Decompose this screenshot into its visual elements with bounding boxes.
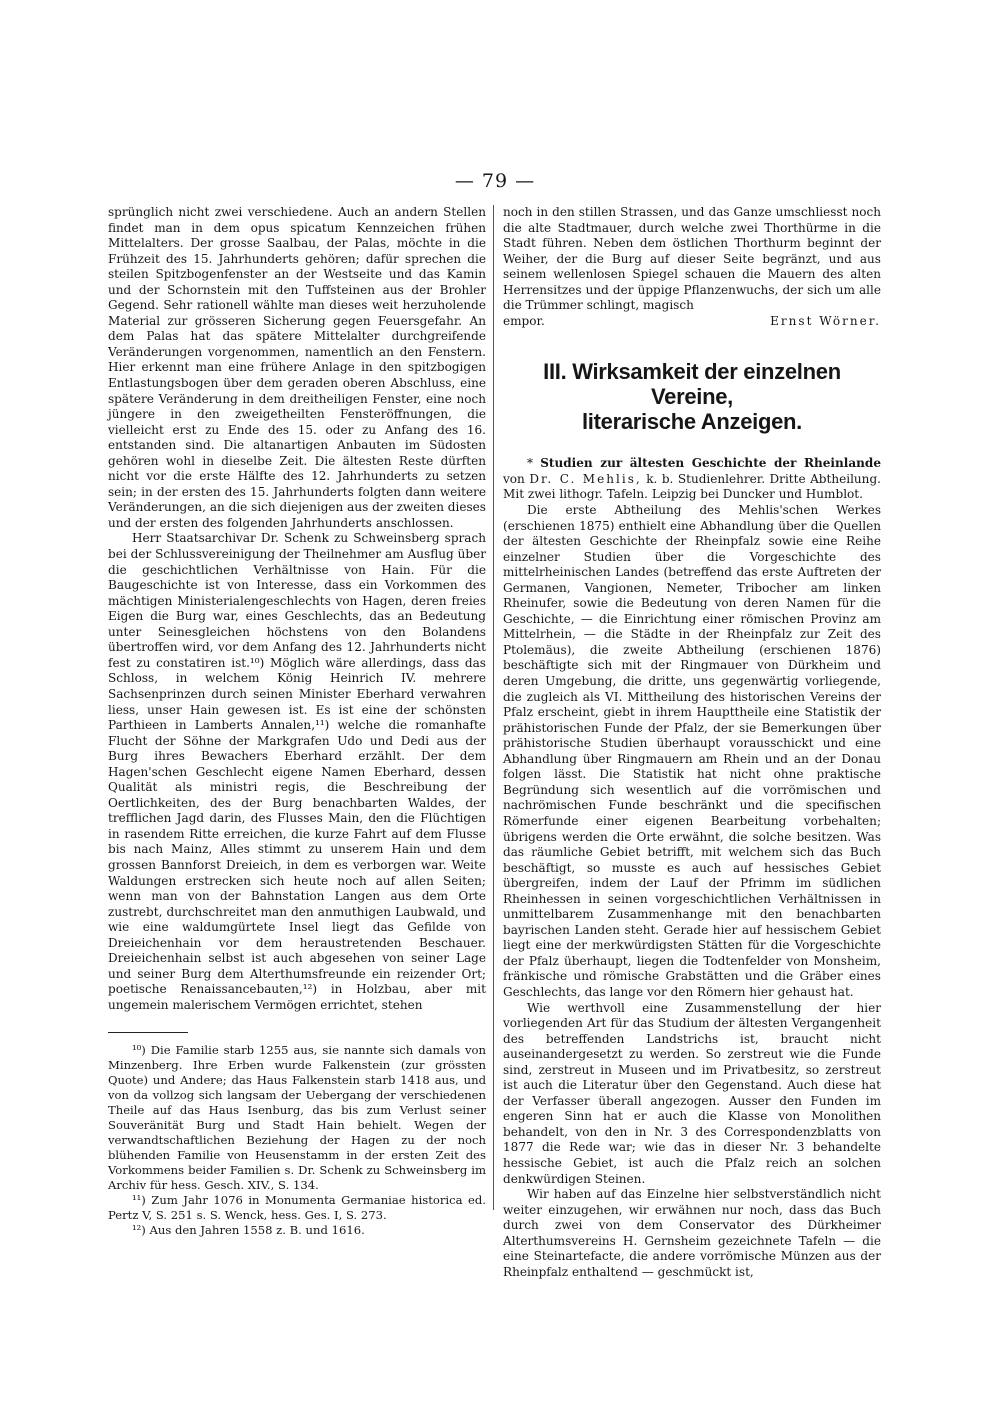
page-number: — 79 — xyxy=(454,170,536,192)
body-paragraph-hain-conclusion: noch in den stillen Strassen, und das Ganze umschliesst noch die alte Stadtmauer, durch welche zwei Thorthürme in die Stadt führen. Neben dem östlichen Thorthurm beginnt der Weiher, der die Burg auf dieser Seite begränzt, und aus seinem wellenlosen Spiegel schauen die Mauern des alten Herrensitzes und der üppige Pflanzenwuchs, der sich um alle die Trümmer schlingt, magisch xyxy=(503,205,881,313)
left-column xyxy=(108,205,486,1238)
body-paragraph-continued: sprünglich nicht zwei verschiedene. Auch an andern Stellen findet man in dem opus spicatum Kennzeichen frühen Mittelalters. Der grosse Saalbau, der Palas, möchte in die Frühzeit des 15. Jahrhunderts gehören; dafür sprechen die steilen Spitzbogenfenster an der Westseite und das Kamin und der Schornstein mit den Tuffsteinen aus der Brohler Gegend. Sehr rationell wählte man dieses weit herzuholende Material zur grösseren Sicherung gegen Feuersgefahr. An dem Palas hat das spätere Mittelalter durchgreifende Veränderungen vorgenommen, namentlich an den Fenstern. Hier erkennt man eine frühere Anlage in den spitzbogigen Entlastungsbogen über dem geraden oberen Abschluss, eine spätere Veränderung in dem dreitheiligen Fenster, eine noch jüngere in den zweigetheilten Fensteröffnungen, die vielleicht erst zu Ende des 15. oder zu Anfang des 16. entstanden sind. Die altanartigen Anbauten im Südosten gehören wohl in dieselbe Zeit. Die ältesten Reste dürften nicht vor die erste Hälfte des 12. Jahrhunderts zu setzen sein; in der ersten des 15. Jahrhunderts folgten dann weitere Veränderungen, an die sich diejenigen aus der zweiten dieses und der ersten des folgenden Jahrhunderts anschlossen. xyxy=(108,205,486,530)
review-header xyxy=(503,456,881,503)
section-heading-line-1: III. Wirksamkeit der einzelnen Vereine, xyxy=(543,359,841,410)
review-paragraph-1: Die erste Abtheilung des Mehlis'schen Werkes (erschienen 1875) enthielt eine Abhandlung über die Quellen der ältesten Geschichte der Rheinpfalz sowie eine Reihe einzelner Studien über die Vorgeschichte des mittelrheinischen Landes (betreffend das erste Auftreten der Germanen, Vangionen, Nemeter, Tribocher am linken Rheinufer, sowie die Bedeutung von deren Namen für die Geschichte, — die Einrichtung einer römischen Provinz am Mittelrhein, — die Städte in der Rheinpfalz zur Zeit des Ptolemäus), die zweite Abtheilung (erschienen 1876) beschäftigte sich mit der Ringmauer von Dürkheim und deren Umgebung, die dritte, uns gegenwärtig vorliegende, die zugleich als VI. Mittheilung des historischen Vereins der Pfalz erscheint, giebt in ihrem Haupttheile eine Statistik der prähistorischen Funde der Pfalz, der sie Bemerkungen über prähistorische Studien überhaupt vorausschickt und eine Abhandlung über Ringmauern am Rhein und an der Donau folgen lässt. Die Statistik hat nicht ohne praktische Begründung sich wesentlich auf die vorrömischen und nachrömischen Funde beschränkt und die specifischen Römerfunde einer eigenen Bearbeitung vorbehalten; übrigens werden die Orte erwähnt, die solche besitzen. Was das räumliche Gebiet betrifft, mit welchem sich das Buch beschäftigt, so musste es auch auf hessisches Gebiet übergreifen, indem der Lauf der Pfrimm im südlichen Rheinhessen in seinen vorgeschichtlichen Verhältnissen in unmittelbarem Zusammenhange mit den benachbarten bayrischen Landen steht. Gerade hier auf hessischem Gebiet liegt eine der merkwürdigsten Stätten für die Vorgeschichte der Pfalz überhaupt, liegen die Todtenfelder von Monsheim, fränkische und römische Grabstätten und die Gräber eines Geschlechts, das lange vor den Römern hier gehaust hat. xyxy=(503,503,881,999)
review-paragraph-2: Wie werthvoll eine Zusammenstellung der hier vorliegenden Art für das Studium der ältesten Vergangenheit des betreffenden Landstrichs ist, braucht nicht auseinandergesetzt zu werden. So zerstreut wie die Funde sind, zerstreut in Museen und im Privatbesitz, so zerstreut ist auch die Literatur über den Gegenstand. Auch diese hat der Verfasser überall angezogen. Ausser den Funden im engeren Sinn hat er auch die Klasse von Monolithen behandelt, von den in Nr. 3 des Correspondenzblatts von 1877 die Rede war; wie das in dieser Nr. 3 behandelte hessische Gebiet, ist auch die Pfalz reich an solchen denkwürdigen Steinen. xyxy=(503,1000,881,1186)
closing-word: empor. xyxy=(503,313,545,328)
footnote-10: ¹⁰) Die Familie starb 1255 aus, sie nannte sich damals von Minzenberg. Ihre Erben wurde Falkenstein (zur grössten Quote) und Andere; das Haus Falkenstein starb 1418 aus, und von da vollzog sich langsam der Uebergang der verschiedenen Theile auf das Haus Isenburg, das bis zum Verlust seiner Souveränität Burg und Stadt Hain behielt. Wegen der verwandtschaftlichen Beziehung der Hagen zu der noch blühenden Familie von Heusenstamm in der ersten Zeit des Vorkommens beider Familien s. Dr. Schenk zu Schweinsberg im Archiv für hess. Gesch. XIV., S. 134. xyxy=(108,1043,486,1193)
footnote-11: ¹¹) Zum Jahr 1076 in Monumenta Germaniae historica ed. Pertz V, S. 251 s. S. Wenck, hess. Ges. I, S. 273. xyxy=(108,1193,486,1223)
column-divider xyxy=(493,205,494,1210)
author-signature: Ernst Wörner. xyxy=(770,313,881,328)
section-heading-line-2: literarische Anzeigen. xyxy=(582,409,802,435)
right-column xyxy=(503,205,881,1280)
section-heading xyxy=(503,359,881,434)
review-bibliography: k. b. Studienlehrer. Dritte Abtheilung. Mit zwei lithogr. Tafeln. Leipzig bei Duncker und Humblot. xyxy=(503,471,881,502)
review-author: Dr. C. Mehlis, xyxy=(529,471,642,486)
review-book-title: Studien zur ältesten Geschichte der Rheinlande xyxy=(540,456,881,471)
footnote-12: ¹²) Aus den Jahren 1558 z. B. und 1616. xyxy=(132,1223,365,1238)
signature-line xyxy=(503,314,881,330)
review-paragraph-3: Wir haben auf das Einzelne hier selbstverständlich nicht weiter einzugehen, wir erwähnen nur noch, dass das Buch durch zwei von dem Conservator des Dürkheimer Alterthumsvereins H. Gernsheim gezeichnete Tafeln — die eine Steinartefacte, die andere vorrömische Münzen aus der Rheinpfalz enthaltend — geschmückt ist, xyxy=(503,1187,881,1279)
review-author-prefix: von xyxy=(503,471,525,486)
review-marker: * xyxy=(527,456,534,471)
footnote-separator xyxy=(108,1032,188,1033)
body-paragraph-schenk-report: Herr Staatsarchivar Dr. Schenk zu Schweinsberg sprach bei der Schlussvereinigung der Theilnehmer am Ausflug über die geschichtlichen Verhältnisse von Hain. Für die Baugeschichte ist von Interesse, dass ein Vorkommen des mächtigen Ministerialengeschlechts von Hagen, deren freies Eigen die Burg war, eines Geschlechts, das an Bedeutung unter Seinesgleichen höchstens von den Bolandens übertroffen wird, vor dem Anfang des 12. Jahrhunderts nicht fest zu constatiren ist.¹⁰) Möglich wäre allerdings, dass das Schloss, in welchem König Heinrich IV. mehrere Sachsenprinzen durch seinen Minister Eberhard verwahren liess, unser Hain gewesen ist. Es ist eine der schönsten Parthieen in Lamberts Annalen,¹¹) welche die romanhafte Flucht der Söhne der Markgrafen Udo und Dedi aus der Burg ihres Bewachers Eberhard erzählt. Der dem Hagen'schen Geschlecht eigene Namen Eberhard, dessen Qualität als ministri regis, die Beschreibung der Oertlichkeiten, des der Burg benachbarten Waldes, der trefflichen Jagd darin, des Flusses Main, den die Flüchtigen in rasendem Ritte erreichen, die kurze Fahrt auf dem Flusse bis nach Mainz, Alles stimmt zu unserem Hain und dem grossen Bannforst Dreieich, in dem es verborgen war. Weite Waldungen erstrecken sich heute noch auf allen Seiten; wenn man von der Bahnstation Langen aus dem Orte zustrebt, durchschreitet man den anmuthigen Laubwald, und wie eine waldumgürtete Insel liegt das Gefilde von Dreieichenhain vor dem heraustretenden Beschauer. Dreieichenhain selbst ist auch abgesehen von seiner Lage und seiner Burg dem Alterthumsfreunde ein reizender Ort; poetische Renaissancebauten,¹²) in Holzbau, aber mit ungemein malerischem Vermögen errichtet, stehen xyxy=(108,531,486,1012)
